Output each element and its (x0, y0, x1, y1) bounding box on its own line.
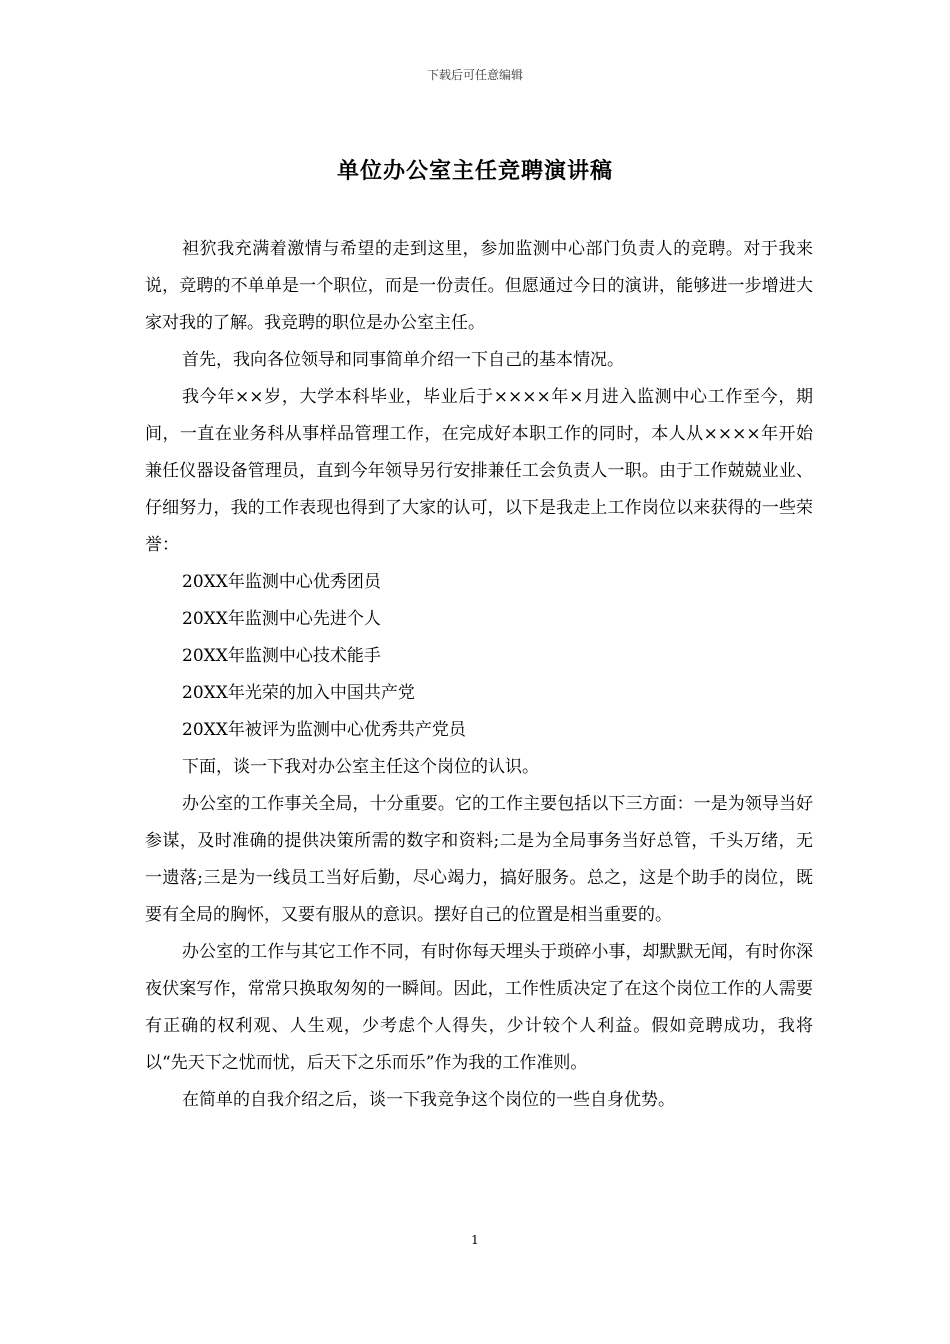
document-title: 单位办公室主任竞聘演讲稿 (336, 158, 613, 184)
honor-item: 20XX年监测中心先进个人 (182, 609, 381, 629)
honor-item: 20XX年监测中心优秀团员 (182, 572, 381, 592)
document-body (145, 231, 813, 1119)
paragraph-background: 我今年××岁，大学本科毕业，毕业后于××××年×月进入监测中心工作至今，期间，一直在业务科从事样品管理工作，在完成好本职工作的同时，本人从××××年开始兼任仪器设备管理员，直到今年领导另行安排兼任工会负责人一职。由于工作兢兢业业、仔细努力，我的工作表现也得到了大家的认可，以下是我走上工作岗位以来获得的一些荣誉： (145, 387, 813, 555)
honor-item: 20XX年被评为监测中心优秀共产党员 (182, 720, 466, 740)
honor-item: 20XX年监测中心技术能手 (182, 646, 381, 666)
paragraph-introduction: 首先，我向各位领导和同事简单介绍一下自己的基本情况。 (182, 350, 624, 370)
paragraph-advantages-intro: 在简单的自我介绍之后，谈一下我竞争这个岗位的一些自身优势。 (182, 1090, 675, 1110)
header-note: 下载后可任意编辑 (426, 68, 523, 82)
paragraph-role-importance: 办公室的工作事关全局，十分重要。它的工作主要包括以下三方面：一是为领导当好参谋，及时准确的提供决策所需的数字和资料;二是为全局事务当好总管，千头万绪，无一遗落;三是为一线员工当好后勤，尽心竭力，搞好服务。总之，这是个助手的岗位，既要有全局的胸怀，又要有服从的意识。摆好自己的位置是相当重要的。 (145, 794, 813, 925)
paragraph-opening: 袒狖我充满着激情与希望的走到这里，参加监测中心部门负责人的竞聘。对于我来说，竞聘的不单单是一个职位，而是一份责任。但愿通过今日的演讲，能够进一步增进大家对我的了解。我竞聘的职位是办公室主任。 (145, 239, 813, 333)
paragraph-transition: 下面，谈一下我对办公室主任这个岗位的认识。 (182, 757, 539, 777)
page-number: 1 (471, 1233, 479, 1247)
honor-item: 20XX年光荣的加入中国共产党 (182, 683, 415, 703)
paragraph-role-nature: 办公室的工作与其它工作不同，有时你每天埋头于琐碎小事，却默默无闻，有时你深夜伏案写作，常常只换取匆匆的一瞬间。因此，工作性质决定了在这个岗位工作的人需要有正确的权利观、人生观，少考虑个人得失，少计较个人利益。假如竞聘成功，我将以“先天下之忧而忧，后天下之乐而乐”作为我的工作准则。 (145, 942, 813, 1073)
